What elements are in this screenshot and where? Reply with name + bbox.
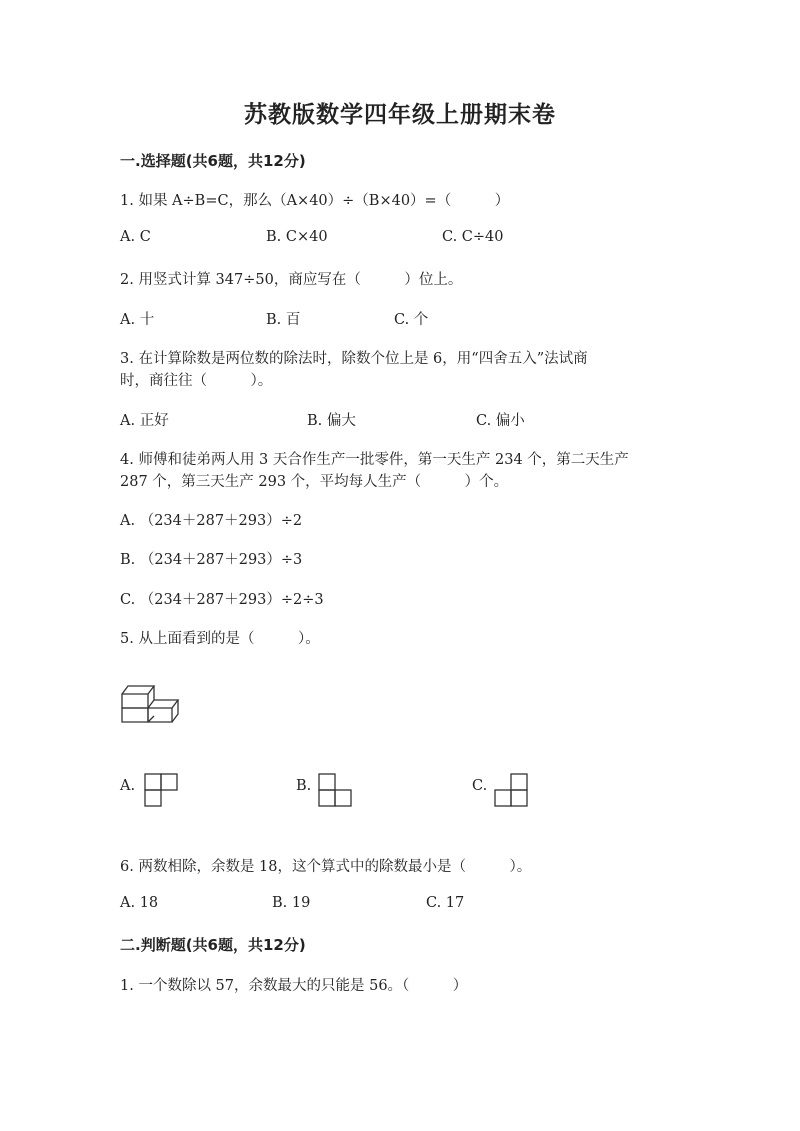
view-option-a-figure: [144, 773, 178, 807]
question-6-text: 6. 两数相除，余数是 18，这个算式中的除数最小是（ ）。: [120, 859, 532, 875]
cube-front-left-side: [148, 716, 154, 722]
cubes-figure: [118, 680, 182, 726]
question-4-text-line1: 4. 师傅和徒弟两人用 3 天合作生产一批零件，第一天生产 234 个，第二天生产: [120, 452, 629, 468]
question-2-text: 2. 用竖式计算 347÷50，商应写在（ ）位上。: [120, 272, 463, 288]
page-title: 苏教版数学四年级上册期末卷: [244, 101, 556, 128]
cube-top-top: [122, 686, 154, 694]
question-1-option-a: A. C: [120, 229, 151, 245]
question-6-option-a: A. 18: [120, 895, 159, 911]
question-4-option-b: B. （234＋287＋293）÷3: [120, 552, 303, 568]
question-5-text: 5. 从上面看到的是（ ）。: [120, 631, 320, 647]
question-3-option-b: B. 偏大: [307, 413, 356, 429]
question-2-option-a: A. 十: [120, 312, 155, 328]
cube-front-right-top: [154, 700, 178, 708]
question-1-option-b: B. C×40: [266, 229, 328, 245]
question-5-option-a: A.: [120, 778, 136, 794]
cube-front-left: [122, 708, 148, 722]
cube-top-front: [122, 694, 148, 708]
question-4-option-c: C. （234＋287＋293）÷2÷3: [120, 592, 324, 608]
question-3-text-line2: 时，商往往（ ）。: [120, 373, 273, 389]
section-heading-judgment: 二.判断题(共6题，共12分): [120, 936, 306, 954]
cube-front-right: [148, 708, 172, 722]
question-1-text: 1. 如果 A÷B=C，那么（A×40）÷（B×40）=（ ）: [120, 193, 510, 209]
section-heading-choice: 一.选择题(共6题，共12分): [120, 152, 306, 170]
question-2-option-b: B. 百: [266, 312, 301, 328]
question-4-option-a: A. （234＋287＋293）÷2: [120, 513, 303, 529]
view-option-c-figure: [494, 773, 528, 807]
question-3-option-a: A. 正好: [120, 413, 169, 429]
question-1-option-c: C. C÷40: [442, 229, 504, 245]
question-2-option-c: C. 个: [394, 312, 429, 328]
question-3-text-line1: 3. 在计算除数是两位数的除法时，除数个位上是 6，用“四舍五入”法试商: [120, 351, 588, 367]
question-3-option-c: C. 偏小: [476, 413, 525, 429]
question-5-option-b: B.: [296, 778, 312, 794]
view-option-b-figure: [318, 773, 352, 807]
question-6-option-c: C. 17: [426, 895, 465, 911]
question-4-text-line2: 287 个，第三天生产 293 个，平均每人生产（ ）个。: [120, 474, 509, 490]
question-6-option-b: B. 19: [272, 895, 311, 911]
question-5-option-c: C.: [472, 778, 488, 794]
judgment-question-1-text: 1. 一个数除以 57，余数最大的只能是 56。（ ）: [120, 978, 468, 994]
